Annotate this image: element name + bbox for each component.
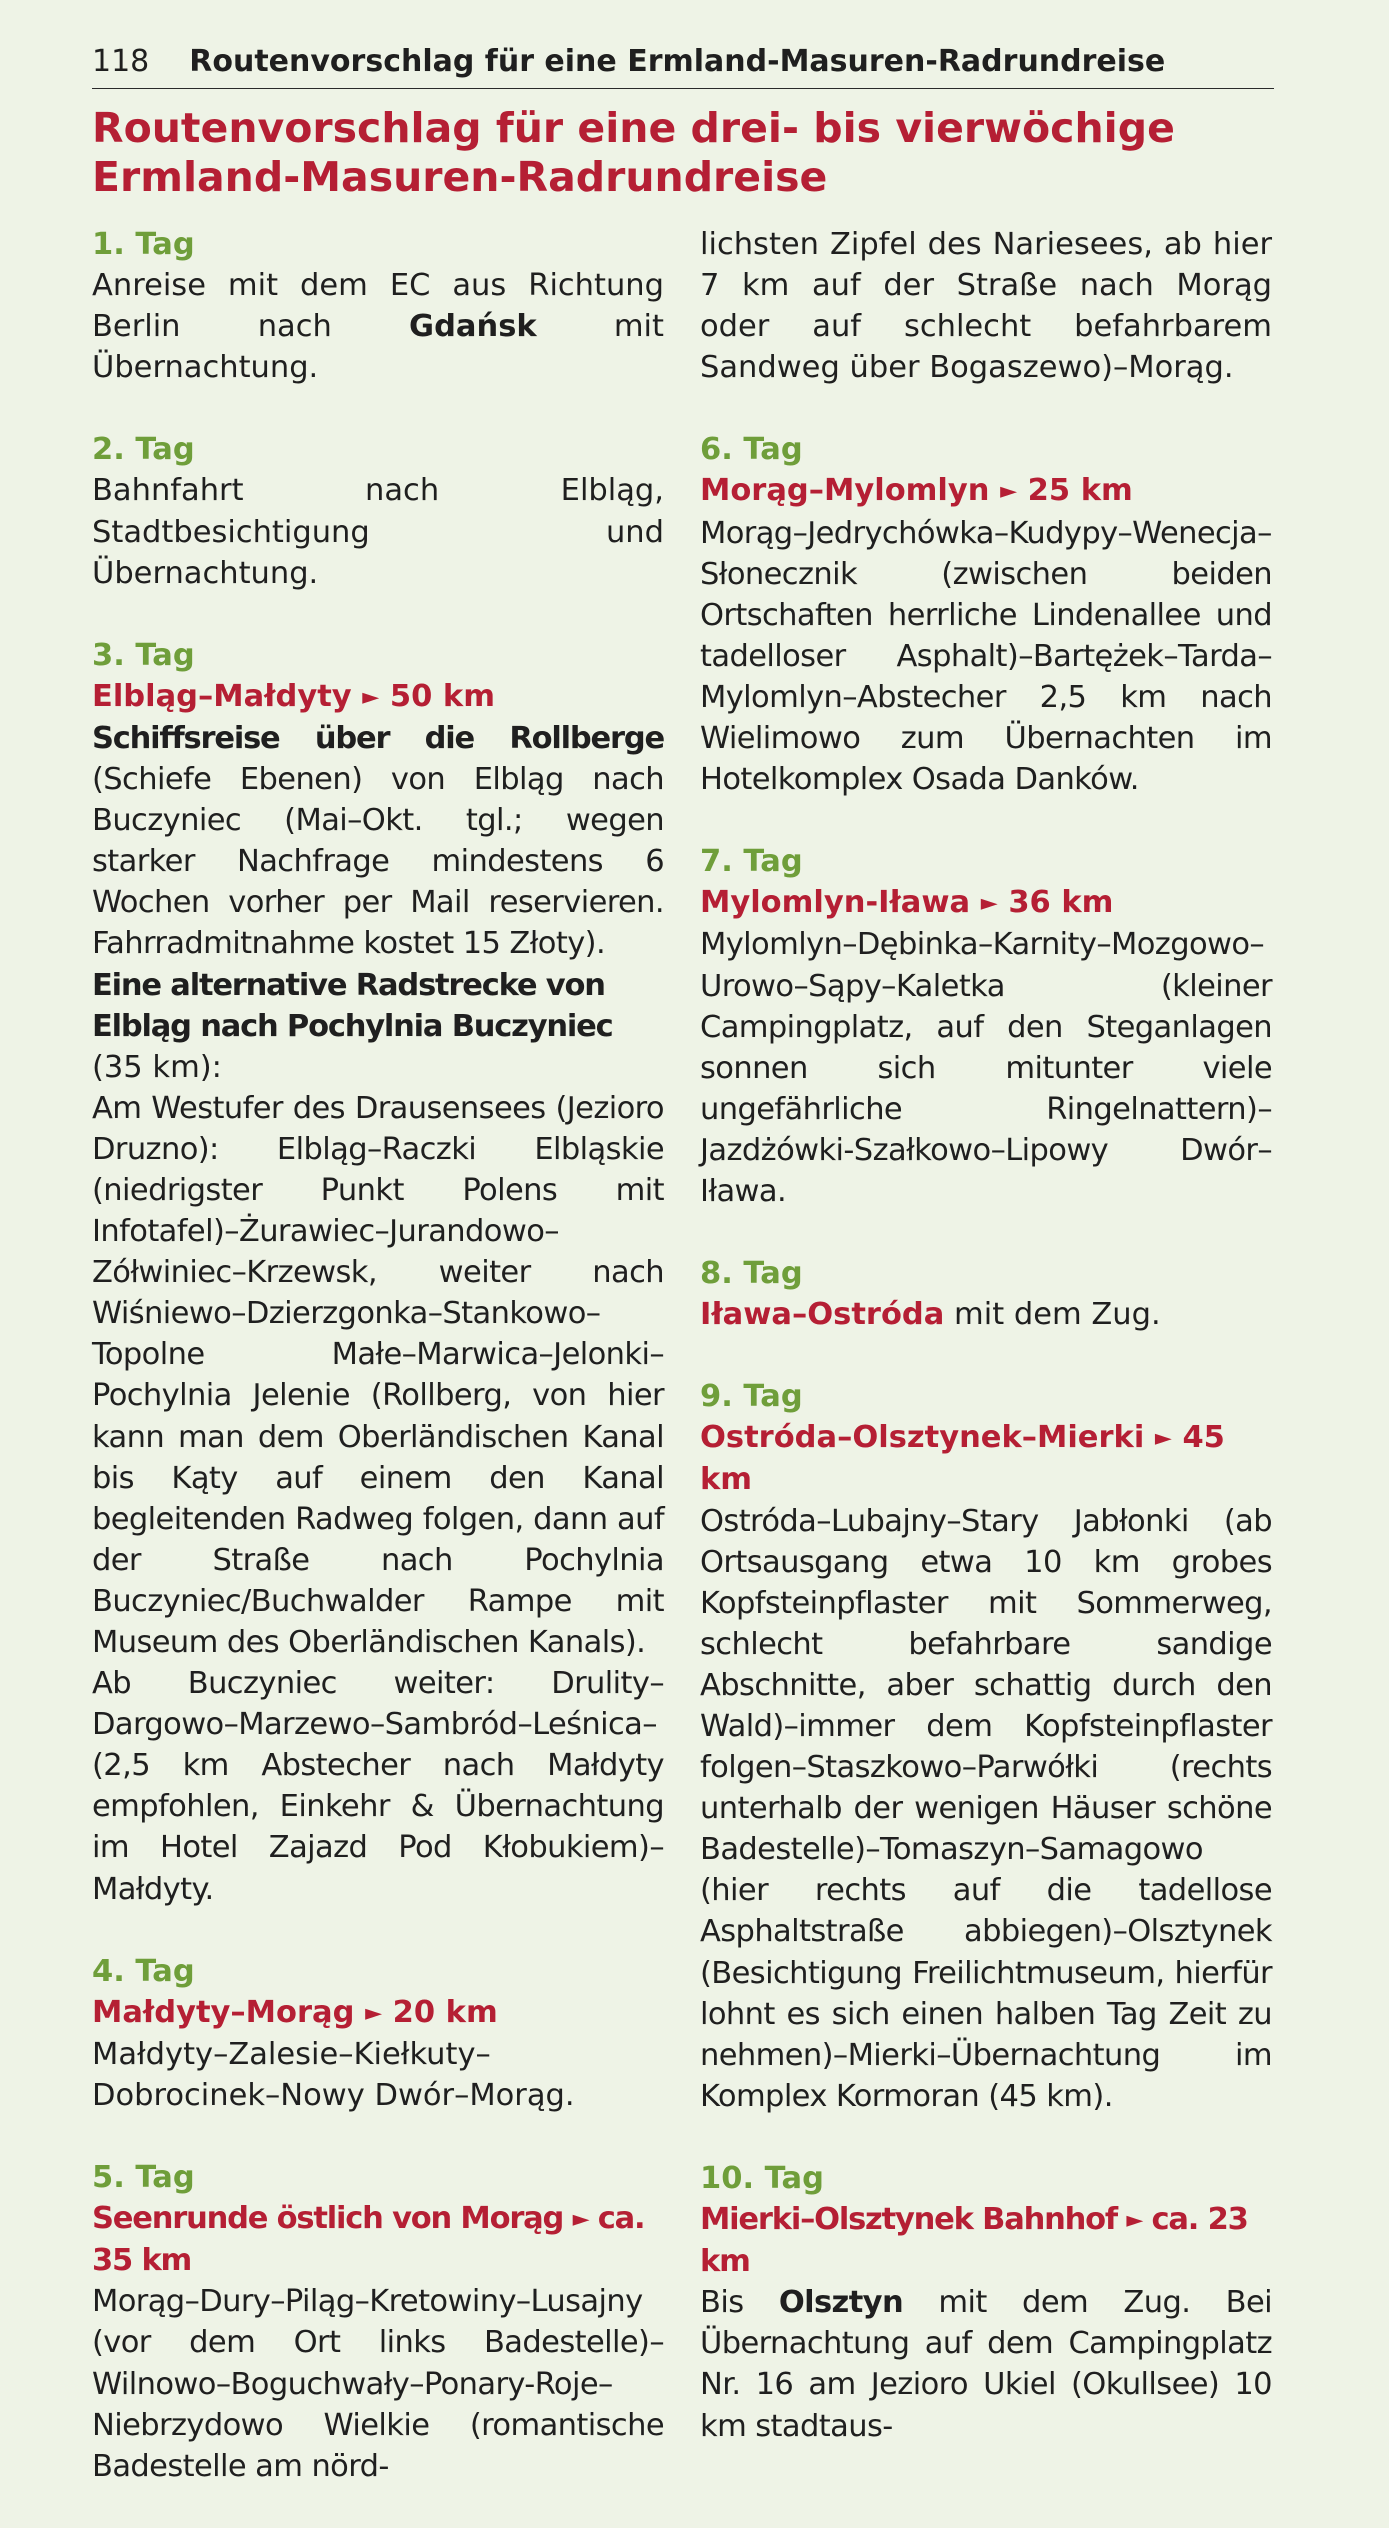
day-3 [92,635,664,1910]
day-label: 4. Tag [92,1953,195,1989]
day-label: 2. Tag [92,432,195,468]
day-text: lichsten Zipfel des Nariesees, ab hier 7 km auf der Straße nach Morąg oder auf schlecht befahrbarem Sandweg über Bogaszewo)–Morąg. [700,227,1272,386]
arrow-icon: ► [980,891,998,917]
page-title-line-2: Ermland-Masuren-Radrundreise [92,153,828,201]
day-text: Mylomlyn–Dębinka–Karnity–Mozgowo–Urowo–Sąpy–Kaletka (kleiner Campingplatz, auf den Steganlagen sonnen sich mitunter viele ungefährliche Ringelnattern)–Jazdżówki-Szałkowo–Lipowy Dwór–Iława. [700,927,1272,1209]
arrow-icon: ► [1154,1426,1172,1452]
route-heading [700,1417,1272,1500]
route-distance: 36 km [1008,885,1114,921]
arrow-icon: ► [365,2000,382,2026]
day-text-part: mit dem Zug. Bei Übernachtung auf dem Campingplatz Nr. 16 am Jezioro Ukiel (Okullsee) 10 km stadtaus- [700,2285,1272,2444]
page-header [92,44,1274,89]
route-distance: 50 km [389,678,495,714]
left-column [92,224,664,2528]
route-name: Mierki–Olsztynek Bahnhof [700,2202,1117,2238]
day-text: Małdyty–Zalesie–Kiełkuty–Dobrocinek–Nowy Dwór–Morąg. [92,2036,575,2113]
day-4 [92,1951,664,2116]
route-distance: 45 km [700,1420,1225,1498]
day-text [92,965,664,1088]
day-5-continued [700,224,1272,388]
day-text: Morąg–Dury–Piląg–Kretowiny–Lusajny (vor dem Ort links Badestelle)–Wilnowo–Boguchwały–Ponary-Roje–Niebrzydowo Wielkie (romantische Badestelle am nörd- [92,2284,664,2484]
route-name: Małdyty–Morąg [92,1994,355,2030]
day-label: 5. Tag [92,2160,195,2196]
day-text: Am Westufer des Drausensees (Jezioro Druzno): Elbląg–Raczki Elbląskie (niedrigster Punkt Polens mit Infotafel)–Żurawiec–Jurandowo–Zółwiniec–Krzewsk, weiter nach Wiśniewo–Dzierzgonka–Stankowo–Topolne Małe–Marwica–Jelonki–Pochylnia Jelenie (Rollberg, von hier kann man dem Oberländischen Kanal bis Kąty auf einem den Kanal begleitenden Radweg folgen, dann auf der Straße nach Pochylnia Buczyniec/Buchwalder Rampe mit Museum des Oberländischen Kanals). [92,1090,664,1660]
route-distance: ca. 23 km [700,2202,1248,2280]
day-text-part: mit Übernachtung. [92,309,664,386]
route-name: Elbląg–Małdyty [92,678,352,714]
arrow-icon: ► [362,684,380,710]
right-column [700,224,1272,2488]
day-text: Morąg–Jedrychówka–Kudypy–Wenecja–Słonecznik (zwischen beiden Ortschaften herrliche Lindenallee und tadelloser Asphalt)–Bartężek–Tarda–Mylomlyn–Abstecher 2,5 km nach Wielimowo zum Übernachten im Hotelkomplex Osada Danków. [700,515,1272,798]
day-text-part: Anreise mit dem EC aus Richtung Berlin nach [92,268,664,345]
route-heading [92,676,664,718]
bold-phrase: Schiffsreise über die Rollberge [92,720,664,756]
day-label: 10. Tag [700,2160,824,2196]
route-distance: 20 km [392,1994,498,2030]
route-name: Morąg–Mylomlyn [700,473,990,509]
route-distance: 25 km [1027,473,1133,509]
page-title [92,104,1274,202]
day-7 [700,841,1272,1212]
day-2 [92,429,664,593]
place-name: Gdańsk [409,309,537,345]
day-text-part: (Schiefe Ebenen) von Elbląg nach Buczyniec (Mai–Okt. tgl.; wegen starker Nachfrage mindestens 6 Wochen vorher per Mail reservieren. Fahrradmitnahme kostet 15 Złoty). [92,762,664,962]
route-name: Iława–Ostróda [700,1297,945,1333]
day-text: Ab Buczyniec weiter: Drulity–Dargowo–Marzewo–Sambród–Leśnica–(2,5 km Abstecher nach Małdyty empfohlen, Einkehr & Übernachtung im Hotel Zajazd Pod Kłobukiem)–Małdyty. [92,1666,664,1907]
day-10 [700,2158,1272,2447]
day-label: 7. Tag [700,844,803,880]
day-1 [92,224,664,388]
day-label: 8. Tag [700,1256,803,1292]
day-text [92,718,664,965]
day-label: 9. Tag [700,1379,803,1415]
page-title-line-1: Routenvorschlag für eine drei- bis vierwöchige [92,104,1175,152]
arrow-icon: ► [572,2207,589,2233]
arrow-icon: ► [1000,479,1018,505]
route-heading [92,1992,664,2034]
day-text-part: mit dem Zug. [944,1297,1161,1333]
day-6 [700,429,1272,800]
running-title: Routenvorschlag für eine Ermland-Masuren-Radrundreise [189,44,1166,79]
day-text-part: (35 km): [92,1049,222,1085]
day-text [92,265,664,388]
place-name: Olsztyn [778,2285,904,2321]
day-label: 1. Tag [92,227,195,262]
page-number: 118 [92,44,150,79]
day-8 [700,1253,1272,1335]
day-label: 6. Tag [700,432,803,468]
route-name: Ostróda–Olsztynek–Mierki [700,1420,1145,1456]
day-text: Ostróda–Lubajny–Stary Jabłonki (ab Ortsausgang etwa 10 km grobes Kopfsteinpflaster mit Sommerweg, schlecht befahrbare sandige Abschnitte, aber schattig durch den Wald)–immer dem Kopfsteinpflaster folgen–Staszkowo–Parwółki (rechts unterhalb der wenigen Häuser schöne Badestelle)–Tomaszyn–Samagowo (hier rechts auf die tadellose Asphaltstraße abbiegen)–Olsztynek (Besichtigung Freilichtmuseum, hierfür lohnt es sich einen halben Tag Zeit zu nehmen)–Mierki–Übernachtung im Komplex Kormoran (45 km). [700,1503,1272,2114]
day-text-part: Bis [700,2285,779,2321]
route-distance: ca. 35 km [92,2201,645,2279]
day-text: Bahnfahrt nach Elbląg, Stadtbesichtigung und Übernachtung. [92,473,664,591]
route-heading [700,2199,1272,2282]
route-heading [700,470,1272,512]
route-name: Mylomlyn-Iława [700,885,971,921]
day-5 [92,2157,664,2487]
bold-phrase: Eine alternative Radstrecke von Elbląg nach Pochylnia Buczyniec [92,967,613,1044]
day-text [700,1294,1272,1335]
route-name: Seenrunde östlich von Morąg [92,2201,564,2237]
day-9 [700,1376,1272,2117]
route-heading [92,2198,664,2281]
day-label: 3. Tag [92,637,195,673]
arrow-icon: ► [1126,2208,1143,2234]
day-text [700,2282,1272,2446]
route-heading [700,882,1272,924]
